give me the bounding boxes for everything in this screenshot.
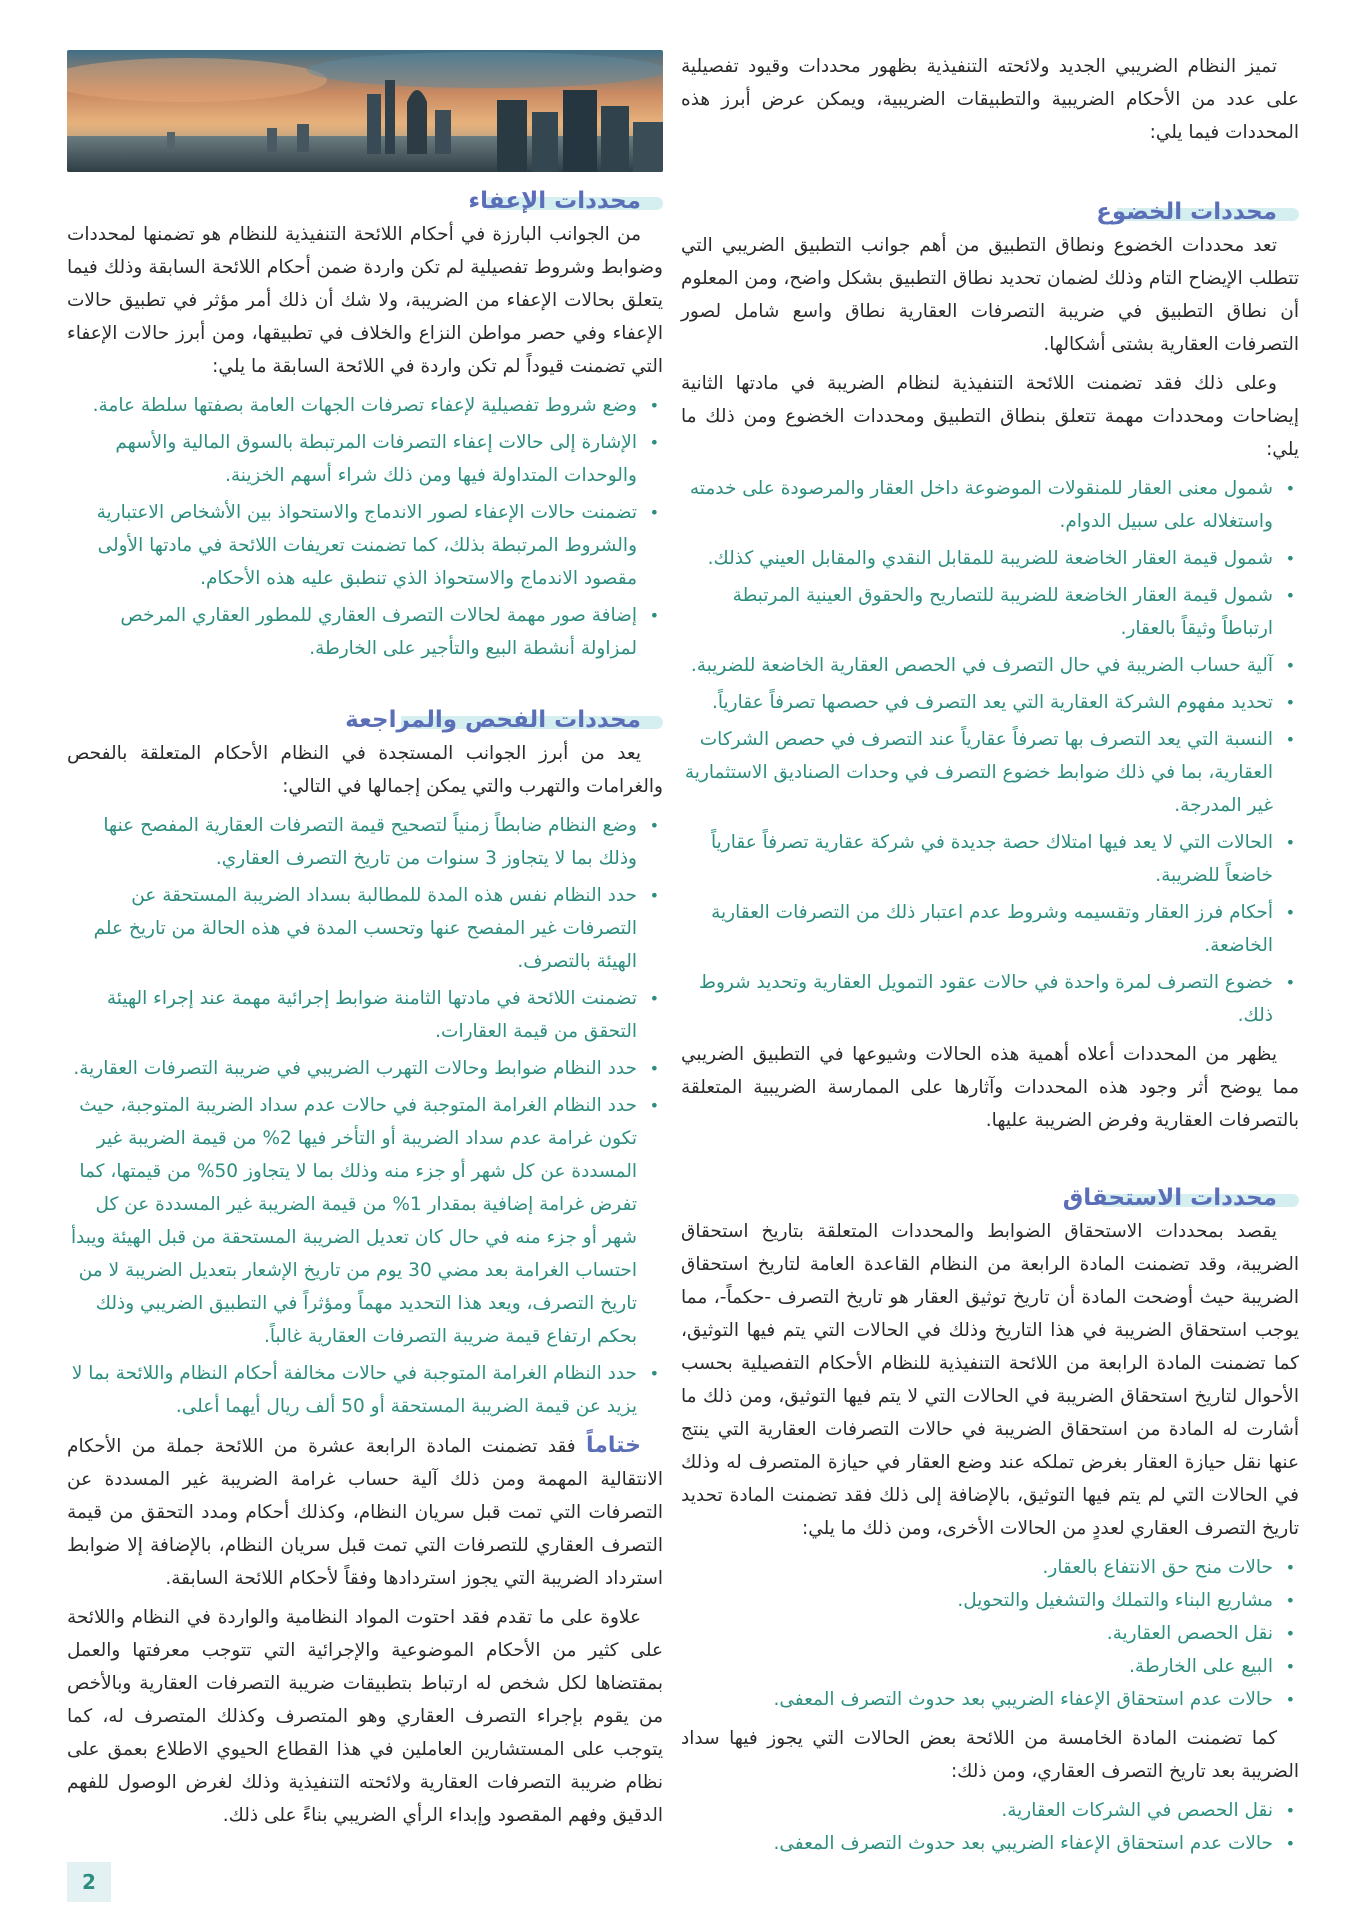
list-item: • حالات عدم استحقاق الإعفاء الضريبي بعد حدوث التصرف المعفى.: [681, 1683, 1299, 1716]
bullet-list-audit: [67, 809, 663, 1423]
bullet-icon: •: [1285, 1801, 1295, 1820]
right-column: [681, 50, 1299, 1866]
heading-text: محددات الخضوع: [1096, 199, 1277, 225]
list-item: • نقل الحصص في الشركات العقارية.: [681, 1794, 1299, 1827]
list-item: • آلية حساب الضريبة في حال التصرف في الحصص العقارية الخاضعة للضريبة.: [681, 649, 1299, 682]
bullet-icon: •: [1285, 479, 1295, 498]
intro-paragraph: تميز النظام الضريبي الجديد ولائحته التنفيذية بظهور محددات وقيود تفصيلية على عدد من الأحكام الضريبية والتطبيقات الضريبية، ويمكن عرض أبرز هذه المحددات فيما يلي:: [681, 56, 1299, 143]
bullet-icon: •: [1285, 833, 1295, 852]
list-item: • حدد النظام ضوابط وحالات التهرب الضريبي في ضريبة التصرفات العقارية.: [67, 1052, 663, 1085]
bullet-icon: •: [649, 816, 659, 835]
bullet-icon: •: [1285, 549, 1295, 568]
bullet-icon: •: [649, 606, 659, 625]
heading-text: محددات الاستحقاق: [1062, 1185, 1277, 1211]
list-item: • شمول قيمة العقار الخاضعة للضريبة للمقابل النقدي والمقابل العيني كذلك.: [681, 542, 1299, 575]
bullet-icon: •: [649, 1096, 659, 1115]
paragraph: كما تضمنت المادة الخامسة من اللائحة بعض الحالات التي يجوز فيها سداد الضريبة بعد تاريخ التصرف العقاري، ومن ذلك:: [681, 1728, 1299, 1782]
bullet-icon: •: [649, 396, 659, 415]
list-item: • وضع النظام ضابطاً زمنياً لتصحيح قيمة التصرفات العقارية المفصح عنها وذلك بما لا يتجاوز 3 سنوات من تاريخ التصرف العقاري.: [67, 809, 663, 875]
bullet-icon: •: [649, 1059, 659, 1078]
bullet-icon: •: [1285, 656, 1295, 675]
bullet-icon: •: [649, 1364, 659, 1383]
list-item: • حالات منح حق الانتفاع بالعقار.: [681, 1551, 1299, 1584]
bullet-icon: •: [649, 886, 659, 905]
list-item: • النسبة التي يعد التصرف بها تصرفاً عقارياً عند التصرف في حصص الشركات العقارية، بما في ذلك ضوابط خضوع التصرف في وحدات الصناديق الاستثمارية غير المدرجة.: [681, 723, 1299, 822]
heading-text: محددات الإعفاء: [468, 188, 641, 214]
list-item: • حدد النظام الغرامة المتوجبة في حالات مخالفة أحكام النظام واللائحة بما لا يزيد عن قيمة الضريبة المستحقة أو 50 ألف ريال أيهما أعلى.: [67, 1357, 663, 1423]
bullet-icon: •: [1285, 1690, 1295, 1709]
section-heading-subjection: [681, 193, 1299, 227]
list-item: • حالات عدم استحقاق الإعفاء الضريبي بعد حدوث التصرف المعفى.: [681, 1827, 1299, 1860]
paragraph: يعد من أبرز الجوانب المستجدة في النظام الأحكام المتعلقة بالفحص والغرامات والتهرب والتي يمكن إجمالها في التالي:: [67, 743, 663, 797]
list-item: • تضمنت اللائحة في مادتها الثامنة ضوابط إجرائية مهمة عند إجراء الهيئة التحقق من قيمة العقارات.: [67, 982, 663, 1048]
heading-text: محددات الفحص والمراجعة: [345, 707, 641, 733]
bullet-list-deferred-payment: [681, 1794, 1299, 1860]
list-item: • شمول معنى العقار للمنقولات الموضوعة داخل العقار والمرصودة على خدمته واستغلاله على سبيل الدوام.: [681, 472, 1299, 538]
list-item: • حدد النظام الغرامة المتوجبة في حالات عدم سداد الضريبة المتوجبة، حيث تكون غرامة عدم سداد الضريبة أو التأخر فيها 2% من قيمة الضريبة غير المسددة عن كل شهر أو جزء منه وذلك بما لا يتجاوز 50% من قيمتها، كما تفرض غرامة إضافية بمقدار 1% من قيمة الضريبة غير المسددة عن كل شهر أو جزء منه في حال كان تعديل الضريبة المستحقة من قبل الهيئة ويبدأ احتساب الغرامة بعد مضي 30 يوم من تاريخ الإشعار بتعديل الضريبة لا من تاريخ التصرف، ويعد هذا التحديد مهماً ومؤثراً في التطبيق الضريبي وذلك بحكم ارتفاع قيمة ضريبة التصرفات العقارية غالباً.: [67, 1089, 663, 1353]
bullet-icon: •: [1285, 1591, 1295, 1610]
conclusion-text: فقد تضمنت المادة الرابعة عشرة من اللائحة جملة من الأحكام الانتقالية المهمة ومن ذلك آلية حساب غرامة الضريبة غير المسددة عن التصرفات التي تمت قبل سريان النظام، وكذلك أحكام ومدد التحقق من قيمة التصرف العقاري للتصرفات التي تمت قبل سريان النظام، بالإضافة إلا ضوابط استرداد الضريبة التي يجوز استردادها وفقاً لأحكام اللائحة السابقة.: [67, 1436, 663, 1589]
bullet-list-subjection: [681, 472, 1299, 1032]
list-item: • وضع شروط تفصيلية لإعفاء تصرفات الجهات العامة بصفتها سلطة عامة.: [67, 389, 663, 422]
paragraph: تعد محددات الخضوع ونطاق التطبيق من أهم جوانب التطبيق الضريبي التي تتطلب الإيضاح التام وذلك لضمان تحديد نطاق التطبيق بشكل واضح، ومن المعلوم أن نطاق التطبيق في ضريبة التصرفات العقارية نطاق واسع شامل لصور التصرفات العقارية بشتى أشكالها.: [681, 235, 1299, 355]
paragraph: يظهر من المحددات أعلاه أهمية هذه الحالات وشيوعها في التطبيق الضريبي مما يوضح أثر وجود هذه المحددات وآثارها على الممارسة الضريبية المتعلقة بالتصرفات العقارية وفرض الضريبة عليها.: [681, 1044, 1299, 1131]
paragraph: وعلى ذلك فقد تضمنت اللائحة التنفيذية لنظام الضريبة في مادتها الثانية إيضاحات ومحددات مهمة تتعلق بنطاق التطبيق ومحددات الخضوع ومن ذلك ما يلي:: [681, 373, 1299, 460]
skyline-image: [67, 50, 663, 172]
list-item: • تضمنت حالات الإعفاء لصور الاندماج والاستحواذ بين الأشخاص الاعتبارية والشروط المرتبطة بذلك، كما تضمنت تعريفات اللائحة في مادتها الأولى مقصود الاندماج والاستحواذ الذي تنطبق عليه هذه الأحكام.: [67, 496, 663, 595]
bullet-icon: •: [1285, 730, 1295, 749]
conclusion-lead: ختاماً: [586, 1433, 641, 1458]
bullet-icon: •: [1285, 586, 1295, 605]
left-column: [67, 50, 663, 1838]
list-item: • خضوع التصرف لمرة واحدة في حالات عقود التمويل العقارية وتحديد شروط ذلك.: [681, 966, 1299, 1032]
paragraph: يقصد بمحددات الاستحقاق الضوابط والمحددات المتعلقة بتاريخ استحقاق الضريبة، وقد تضمنت المادة الرابعة من النظام القاعدة العامة لتاريخ استحقاق الضريبة حيث أوضحت المادة أن تاريخ توثيق العقار هو تاريخ التصرف -حكماً-، مما يوجب استحقاق الضريبة في هذا التاريخ وذلك في الحالات التي يتم فيها التوثيق، كما تضمنت المادة الرابعة من اللائحة التنفيذية للنظام الأحكام التفصيلية بحسب الأحوال لتاريخ استحقاق الضريبة في الحالات التي لا يتم فيها التوثيق، ومن ذلك ما أشارت له المادة من استحقاق الضريبة في حالات التصرفات العقارية التي ينتج عنها نقل حيازة العقار بغرض تملكه عند وضع العقار في حيازة المتصرف له وذلك في الحالات التي لم يتم فيها التوثيق، بالإضافة إلى ذلك فقد تضمنت المادة تحديد تاريخ التصرف العقاري لعددٍ من الحالات الأخرى، ومن ذلك ما يلي:: [681, 1221, 1299, 1539]
bullet-icon: •: [1285, 903, 1295, 922]
bullet-list-due: [681, 1551, 1299, 1716]
list-item: • تحديد مفهوم الشركة العقارية التي يعد التصرف في حصصها تصرفاً عقارياً.: [681, 686, 1299, 719]
section-heading-exemption: [67, 182, 663, 216]
list-item: • الحالات التي لا يعد فيها امتلاك حصة جديدة في شركة عقارية تصرفاً عقارياً خاضعاً للضريبة.: [681, 826, 1299, 892]
paragraph: من الجوانب البارزة في أحكام اللائحة التنفيذية للنظام هو تضمنها لمحددات وضوابط وشروط تفصيلية لم تكن واردة ضمن أحكام اللائحة السابقة وذلك فيما يتعلق بحالات الإعفاء من الضريبة، ولا شك أن ذلك أمر مؤثر في تطبيق حالات الإعفاء وفي حصر مواطن النزاع والخلاف في تطبيقها، ومن أبرز حالات الإعفاء التي تضمنت قيوداً لم تكن واردة في اللائحة السابقة ما يلي:: [67, 224, 663, 377]
bullet-icon: •: [1285, 1657, 1295, 1676]
city-skyline-photo: [67, 50, 663, 172]
page-number: 2: [67, 1862, 111, 1902]
list-item: • الإشارة إلى حالات إعفاء التصرفات المرتبطة بالسوق المالية والأسهم والوحدات المتداولة فيها ومن ذلك شراء أسهم الخزينة.: [67, 426, 663, 492]
bullet-icon: •: [1285, 1624, 1295, 1643]
conclusion-paragraph: [67, 1429, 663, 1595]
bullet-icon: •: [1285, 973, 1295, 992]
bullet-icon: •: [1285, 1834, 1295, 1853]
list-item: • حدد النظام نفس هذه المدة للمطالبة بسداد الضريبة المستحقة عن التصرفات غير المفصح عنها وتحسب المدة في هذه الحالة من تاريخ علم الهيئة بالتصرف.: [67, 879, 663, 978]
list-item: • البيع على الخارطة.: [681, 1650, 1299, 1683]
bullet-icon: •: [649, 989, 659, 1008]
list-item: • مشاريع البناء والتملك والتشغيل والتحويل.: [681, 1584, 1299, 1617]
list-item: • شمول قيمة العقار الخاضعة للضريبة للتصاريح والحقوق العينية المرتبطة ارتباطاً وثيقاً بالعقار.: [681, 579, 1299, 645]
section-heading-due: [681, 1179, 1299, 1213]
bullet-icon: •: [1285, 693, 1295, 712]
bullet-icon: •: [649, 503, 659, 522]
section-heading-audit: [67, 701, 663, 735]
bullet-icon: •: [649, 433, 659, 452]
paragraph: علاوة على ما تقدم فقد احتوت المواد النظامية والواردة في النظام واللائحة على كثير من الأحكام الموضوعية والإجرائية التي تتوجب معرفتها والعمل بمقتضاها لكل شخص له ارتباط بتطبيقات ضريبة التصرفات العقارية وبالأخص من يقوم بإجراء التصرف العقاري وهو المتصرف وكذلك المتصرف له، كما يتوجب على المستشارين العاملين في هذا القطاع الحيوي الاطلاع بعمق على نظام ضريبة التصرفات العقارية ولائحته التنفيذية وذلك لغرض الوصول للفهم الدقيق وفهم المقصود وإبداء الرأي الضريبي بناءً على ذلك.: [67, 1607, 663, 1826]
bullet-icon: •: [1285, 1558, 1295, 1577]
list-item: • إضافة صور مهمة لحالات التصرف العقاري للمطور العقاري المرخص لمزاولة أنشطة البيع والتأجير على الخارطة.: [67, 599, 663, 665]
list-item: • نقل الحصص العقارية.: [681, 1617, 1299, 1650]
list-item: • أحكام فرز العقار وتقسيمه وشروط عدم اعتبار ذلك من التصرفات العقارية الخاضعة.: [681, 896, 1299, 962]
bullet-list-exemption: [67, 389, 663, 665]
